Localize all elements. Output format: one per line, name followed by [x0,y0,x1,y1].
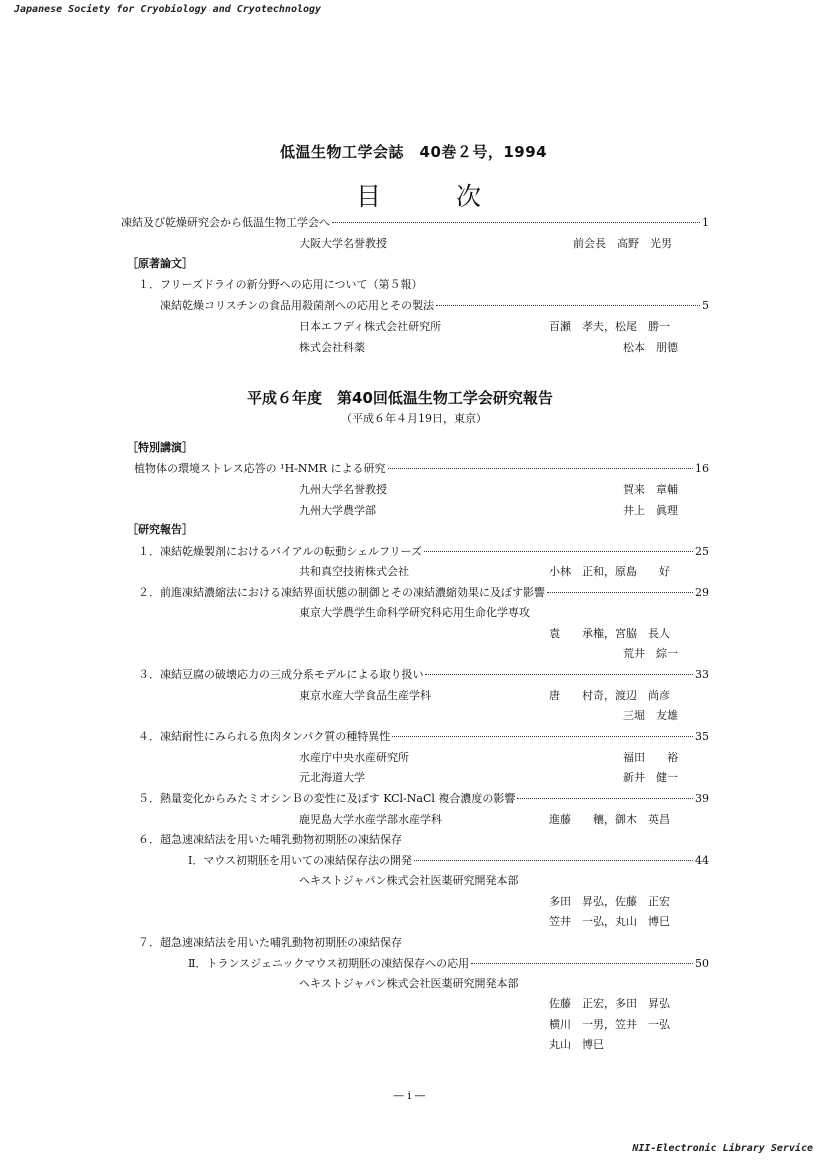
affiliation: 水産庁中央水産研究所 [299,751,409,764]
entry-title[interactable]: 超急速凍結法を用いた哺乳動物初期胚の凍結保存 [160,833,402,846]
toc-entry-original[interactable] [160,297,709,313]
affiliation: ヘキストジャパン株式会社医薬研究開発本部 [299,874,519,887]
toc-title-char-2: 次 [456,182,482,211]
leader-dots [517,798,693,799]
toc-entry-report-5[interactable] [160,790,709,806]
author: 小林 正和，原島 好 [549,565,670,578]
author: 百瀬 孝夫，松尾 勝一 [549,320,670,333]
leader-dots [388,468,693,469]
footer-credit: NII-Electronic Library Service [632,1143,813,1154]
affiliation: 共和真空技術株式会社 [299,565,409,578]
section-heading-special: ［特別講演］ [127,441,193,454]
author: 松本 朋德 [623,341,678,354]
entry-page: 1 [702,216,709,229]
author: 笠井 一弘，丸山 博巳 [549,915,670,928]
toc-entry-report-4[interactable] [160,728,709,744]
author: 三堀 友雄 [623,709,678,722]
toc-entry-report-6[interactable] [188,852,709,868]
entry-page: 33 [695,668,709,681]
leader-dots [547,592,693,593]
entry-number: ２． [138,586,160,599]
entry-title[interactable]: 超急速凍結法を用いた哺乳動物初期胚の凍結保存 [160,936,402,949]
entry-number: ７． [138,936,160,949]
entry-page: 16 [695,462,709,475]
author: 多田 昇弘，佐藤 正宏 [549,895,670,908]
affiliation: 東京大学農学生命科学研究科応用生命化学専攻 [299,606,530,619]
entry-page: 44 [695,854,709,867]
leader-dots [414,860,693,861]
author: 前会長 高野 光男 [573,237,672,250]
leader-dots [332,222,700,223]
toc-title-char-1: 目 [356,182,382,211]
toc-entry-intro[interactable] [121,214,709,230]
entry-title: 植物体の環境ストレス応答の ¹H-NMR による研究 [134,462,386,475]
affiliation: 株式会社科薬 [299,341,365,354]
entry-page: 5 [702,299,709,312]
entry-page: 29 [695,586,709,599]
affiliation: ヘキストジャパン株式会社医薬研究開発本部 [299,977,519,990]
entry-title: 凍結及び乾燥研究会から低温生物工学会へ [121,216,330,229]
affiliation: 東京水産大学食品生産学科 [299,689,431,702]
entry-title: 凍結豆腐の破壊応力の三成分系モデルによる取り扱い [160,668,424,681]
entry-number: ４． [138,730,160,743]
toc-entry-special[interactable] [134,460,709,476]
author: 丸山 博巳 [549,1038,604,1051]
author: 井上 眞理 [623,504,678,517]
affiliation: 日本エフディ株式会社研究所 [299,320,442,333]
entry-page: 39 [695,792,709,805]
leader-dots [424,551,693,552]
author: 荒井 綜一 [623,647,678,660]
author: 佐藤 正宏，多田 昇弘 [549,997,670,1010]
section-subtitle: （平成６年４月19日，東京） [341,412,487,425]
entry-title[interactable]: フリーズドライの新分野への応用について（第５報） [160,278,423,291]
toc-entry-report-7[interactable] [188,955,709,971]
entry-number: ３． [138,668,160,681]
author: 進藤 穰，御木 英昌 [549,813,670,826]
toc-entry-report-3[interactable] [160,666,709,682]
author: 唐 村奇，渡辺 尚彦 [549,689,670,702]
author: 袁 承権，宮脇 長人 [549,627,670,640]
author: 横川 一男，笠井 一弘 [549,1018,670,1031]
affiliation: 元北海道大学 [299,771,365,784]
entry-page: 50 [695,957,709,970]
author: 福田 裕 [623,751,678,764]
journal-title: 低温生物工学会誌 40巻２号，1994 [280,143,548,161]
section-title: 平成６年度 第40回低温生物工学会研究報告 [247,389,553,407]
entry-page: 25 [695,545,709,558]
section-heading-original: ［原著論文］ [127,257,193,270]
toc-entry-report-1[interactable] [160,543,709,559]
page-number: — i — [393,1089,426,1102]
entry-title: 凍結乾燥製剤におけるバイアルの転動シェルフリーズ [160,545,423,558]
leader-dots [392,736,693,737]
entry-subtitle: Ⅱ．トランスジェニックマウス初期胚の凍結保存への応用 [188,957,470,970]
affiliation: 九州大学名誉教授 [299,483,387,496]
leader-dots [436,305,700,306]
author: 賀来 章輔 [623,483,678,496]
entry-title: 凍結耐性にみられる魚肉タンパク質の種特異性 [160,730,391,743]
entry-number: ５． [138,792,160,805]
entry-title: 熱量変化からみたミオシンＢの変性に及ぼす KCl-NaCl 複合濃度の影響 [160,792,516,805]
entry-title: 前進凍結濃縮法における凍結界面状態の制御とその凍結濃縮効果に及ぼす影響 [160,586,545,599]
affiliation: 鹿児島大学水産学部水産学科 [299,813,442,826]
toc-entry-report-2[interactable] [160,584,709,600]
entry-page: 35 [695,730,709,743]
entry-number: １． [138,278,160,291]
entry-subtitle: 凍結乾燥コリスチンの食品用殺菌剤への応用とその製法 [160,299,435,312]
author: 新井 健一 [623,771,678,784]
entry-number: ６． [138,833,160,846]
leader-dots [425,674,693,675]
entry-subtitle: Ⅰ．マウス初期胚を用いての凍結保存法の開発 [188,854,413,867]
entry-number: １． [138,545,160,558]
affiliation: 九州大学農学部 [299,504,376,517]
leader-dots [471,963,693,964]
section-heading-reports: ［研究報告］ [127,523,193,536]
society-header: Japanese Society for Cryobiology and Cryotechnology [14,4,322,15]
affiliation: 大阪大学名誉教授 [299,237,387,250]
